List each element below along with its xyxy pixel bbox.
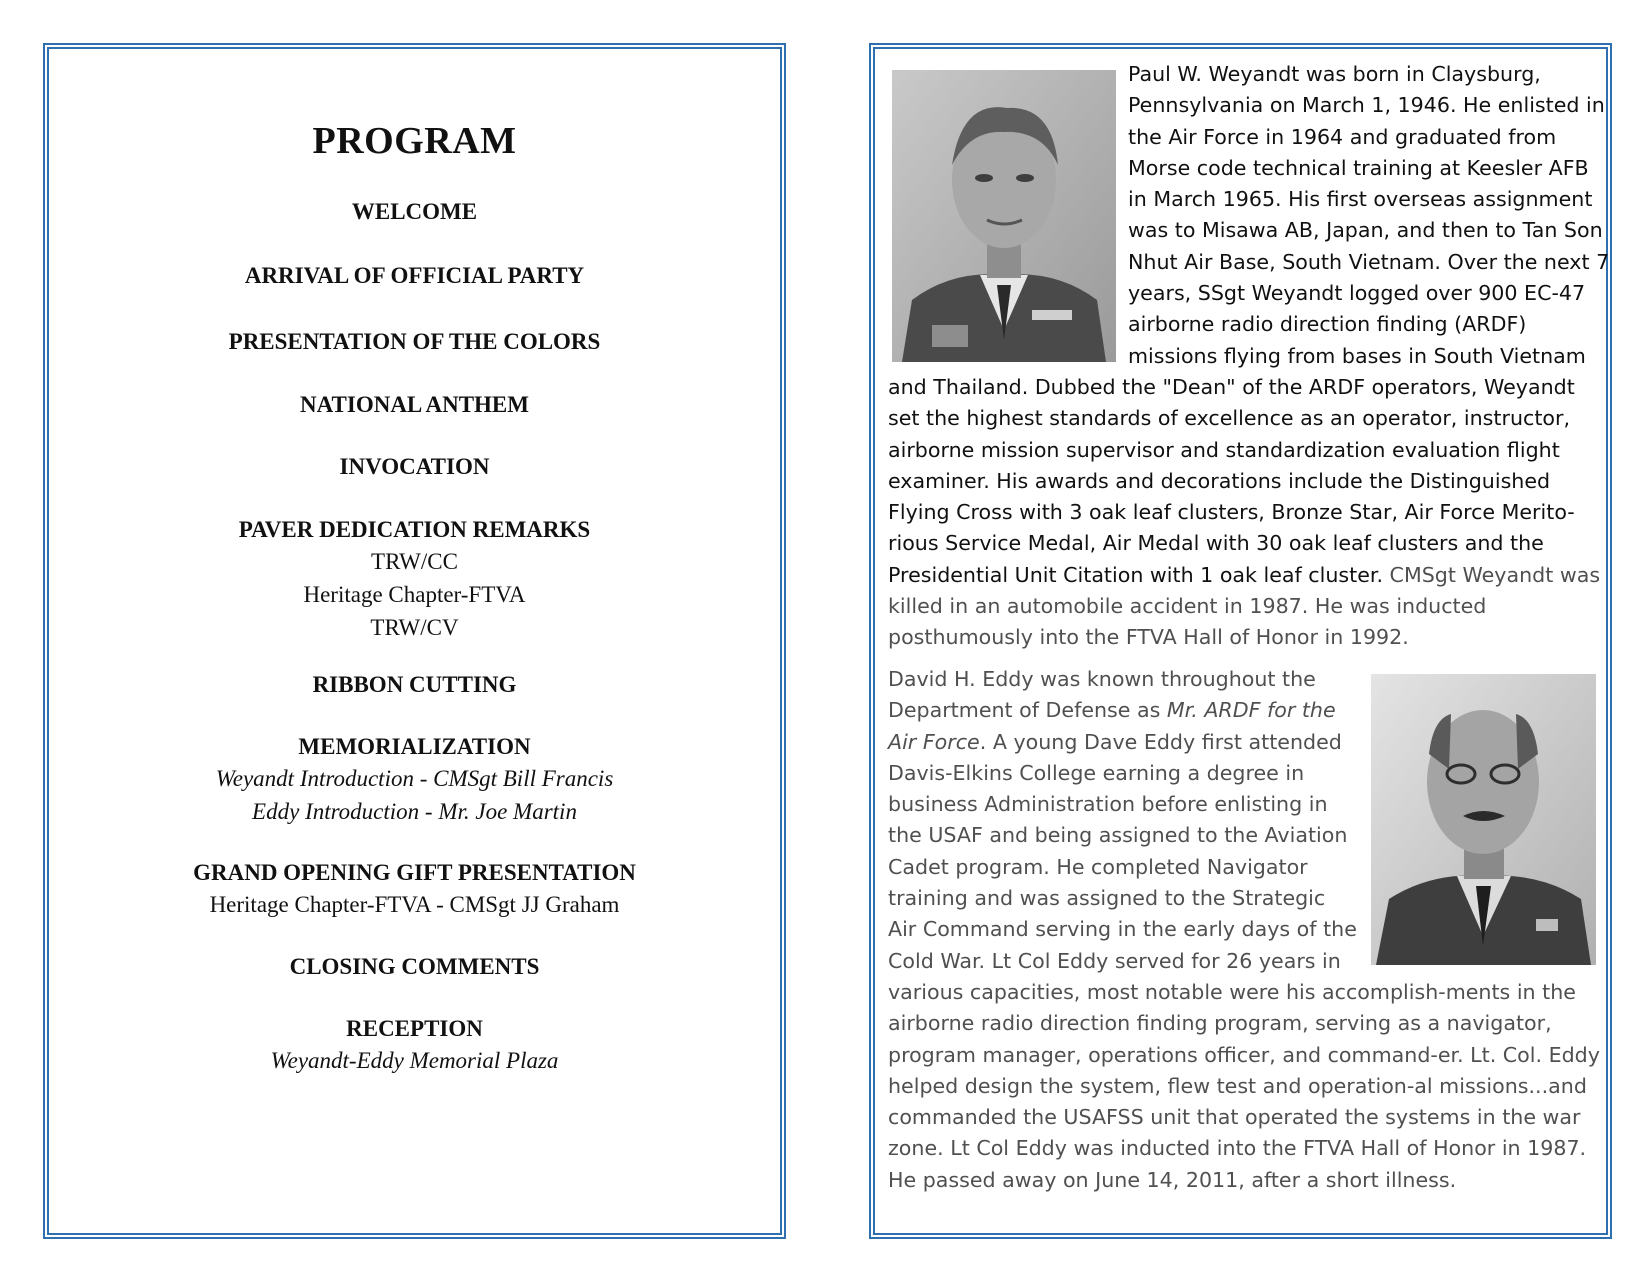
program-heading: CLOSING COMMENTS <box>289 954 540 979</box>
program-item-arrival <box>49 261 780 291</box>
program-heading: MEMORIALIZATION <box>298 734 531 759</box>
program-item-colors <box>49 327 780 357</box>
program-item-gift <box>49 858 780 921</box>
program-subitem: Heritage Chapter-FTVA <box>303 582 526 607</box>
program-item-paver <box>49 515 780 644</box>
program-subitem: Weyandt-Eddy Memorial Plaza <box>270 1048 559 1073</box>
program-subitem: Eddy Introduction - Mr. Joe Martin <box>252 799 577 824</box>
program-heading: GRAND OPENING GIFT PRESENTATION <box>193 860 636 885</box>
eddy-portrait-photo <box>1371 674 1596 965</box>
weyandt-biography <box>888 59 1610 654</box>
program-subitem: Weyandt Introduction - CMSgt Bill Francis <box>215 766 614 791</box>
weyandt-portrait-photo <box>892 70 1116 362</box>
biography-panel <box>869 43 1612 1239</box>
program-heading: RIBBON CUTTING <box>312 672 517 697</box>
program-item-memorialization <box>49 732 780 828</box>
program-subitem: Heritage Chapter-FTVA - CMSgt JJ Graham <box>209 892 620 917</box>
program-heading: INVOCATION <box>339 454 490 479</box>
program-item-ribbon <box>49 670 780 700</box>
program-item-welcome <box>49 197 780 227</box>
program-heading: RECEPTION <box>346 1016 483 1041</box>
program-subitem: TRW/CC <box>371 549 458 574</box>
program-heading: PAVER DEDICATION REMARKS <box>238 517 591 542</box>
eddy-bio-text: . A young Dave Eddy first attended Davis-Elkins College earning a degree in business Administration before enlisting in the USAF and being assigned to the Aviation Cadet program. He completed Navigator training and was assigned to the Strategic Air Command serving in the early days of the Cold War. Lt Col Eddy served for 26 years in various capacities, most notable were his accomplish-ments in the airborne radio direction finding program, serving as a navigator, program manager, operations officer, and command-er. Lt. Col. Eddy helped design the system, flew test and operation-al missions...and commanded the USAFSS unit that operated the systems in the war zone. Lt Col Eddy was inducted into the FTVA Hall of Honor in 1987. He passed away on June 14, 2011, after a short illness. <box>888 729 1600 1192</box>
weyandt-bio-text: Paul W. Weyandt was born in Claysburg, Pennsylvania on March 1, 1946. He enlisted in the Air Force in 1964 and graduated from Morse code technical training at Keesler AFB in March 1965. His first overseas assignment was to Misawa AB, Japan, and then to Tan Son Nhut Air Base, South Vietnam. Over the next 7 years, SSgt Weyandt logged over 900 EC-47 airborne radio direction finding (ARDF) missions flying from bases in South Vietnam and Thailand. Dubbed the "Dean" of the ARDF operators, Weyandt set the highest standards of excellence as an operator, instructor, airborne mission supervisor and standardization evaluation flight examiner. His awards and decorations include the Distinguished Flying Cross with 3 oak leaf clusters, Bronze Star, Air Force Merito-rious Service Medal, Air Medal with 30 oak leaf clusters and the Presidential Unit Citation with 1 oak leaf cluster. <box>888 62 1610 587</box>
weyandt-bio-memorial-text: CMSgt Weyandt was killed in an automobile accident in 1987. He was inducted posthumously into the FTVA Hall of Honor in 1992. <box>888 562 1601 650</box>
program-subitem: TRW/CV <box>370 615 459 640</box>
program-item-reception <box>49 1014 780 1077</box>
program-item-invocation <box>49 452 780 482</box>
program-panel <box>43 43 786 1239</box>
eddy-biography <box>888 664 1610 1196</box>
eddy-bio-nickname: Mr. ARDF for the Air Force <box>888 698 1336 754</box>
program-heading: WELCOME <box>351 199 478 224</box>
program-item-anthem <box>49 390 780 420</box>
program-heading: NATIONAL ANTHEM <box>300 392 529 417</box>
program-title: PROGRAM <box>312 120 517 162</box>
eddy-bio-intro: David H. Eddy was known throughout the Department of Defense as <box>888 667 1316 723</box>
program-heading: PRESENTATION OF THE COLORS <box>228 329 601 354</box>
program-item-closing <box>49 952 780 982</box>
program-heading: ARRIVAL OF OFFICIAL PARTY <box>244 263 585 288</box>
